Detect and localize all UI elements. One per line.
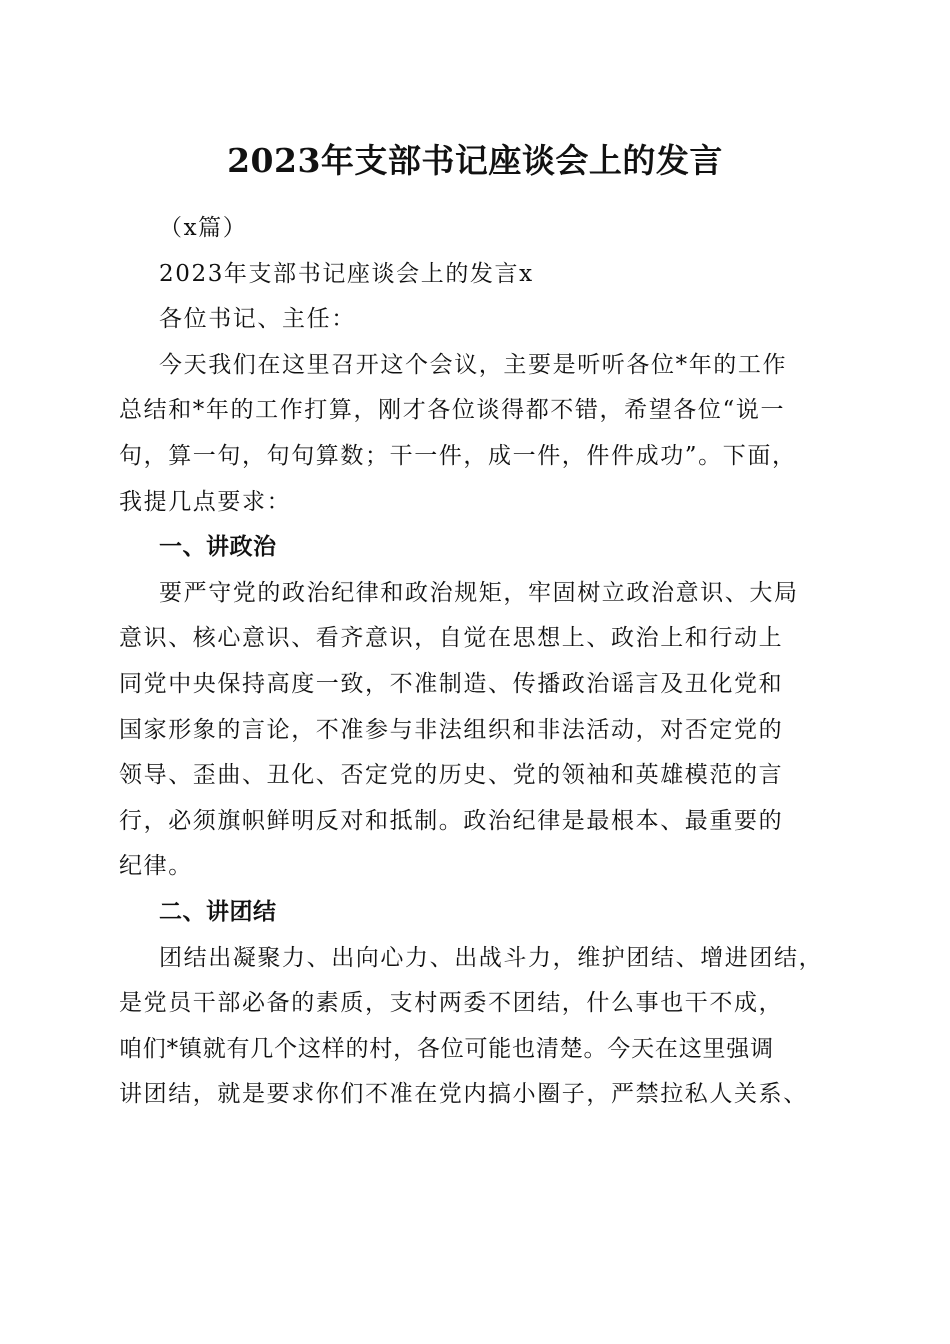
paragraph-line: 要严守党的政治纪律和政治规矩，牢固树立政治意识、大局 <box>159 579 799 606</box>
source-title-line: 2023年支部书记座谈会上的发言x <box>159 260 534 287</box>
section-heading-unity: 二、讲团结 <box>159 898 277 925</box>
paragraph-line: 咱们*镇就有几个这样的村，各位可能也清楚。今天在这里强调 <box>119 1035 774 1062</box>
paragraph-line: 句，算一句，句句算数；干一件，成一件，件件成功”。下面， <box>119 442 797 469</box>
paragraph-line: 讲团结，就是要求你们不准在党内搞小圈子，严禁拉私人关系、 <box>119 1081 808 1108</box>
paragraph-line: 我提几点要求： <box>119 488 292 515</box>
section-heading-politics: 一、讲政治 <box>159 534 277 561</box>
paragraph-line: 今天我们在这里召开这个会议，主要是听听各位*年的工作 <box>159 351 788 378</box>
paragraph-line: 团结出凝聚力、出向心力、出战斗力，维护团结、增进团结， <box>159 944 824 971</box>
salutation-line: 各位书记、主任： <box>159 306 356 333</box>
document-title: 2023年支部书记座谈会上的发言 <box>227 141 723 180</box>
paragraph-line: 领导、歪曲、丑化、否定党的历史、党的领袖和英雄模范的言 <box>119 762 784 789</box>
paragraph-line: 同党中央保持高度一致，不准制造、传播政治谣言及丑化党和 <box>119 670 784 697</box>
subtitle-line: （x篇） <box>159 215 248 241</box>
document-body <box>119 206 834 1118</box>
paragraph-line: 行，必须旗帜鲜明反对和抵制。政治纪律是最根本、最重要的 <box>119 807 784 834</box>
paragraph-line: 纪律。 <box>119 853 193 880</box>
paragraph-line: 国家形象的言论，不准参与非法组织和非法活动，对否定党的 <box>119 716 784 743</box>
paragraph-line: 意识、核心意识、看齐意识，自觉在思想上、政治上和行动上 <box>119 625 784 652</box>
paragraph-line: 总结和*年的工作打算，刚才各位谈得都不错，希望各位“说一 <box>119 397 786 424</box>
paragraph-line: 是党员干部必备的素质，支村两委不团结，什么事也干不成， <box>119 990 784 1017</box>
